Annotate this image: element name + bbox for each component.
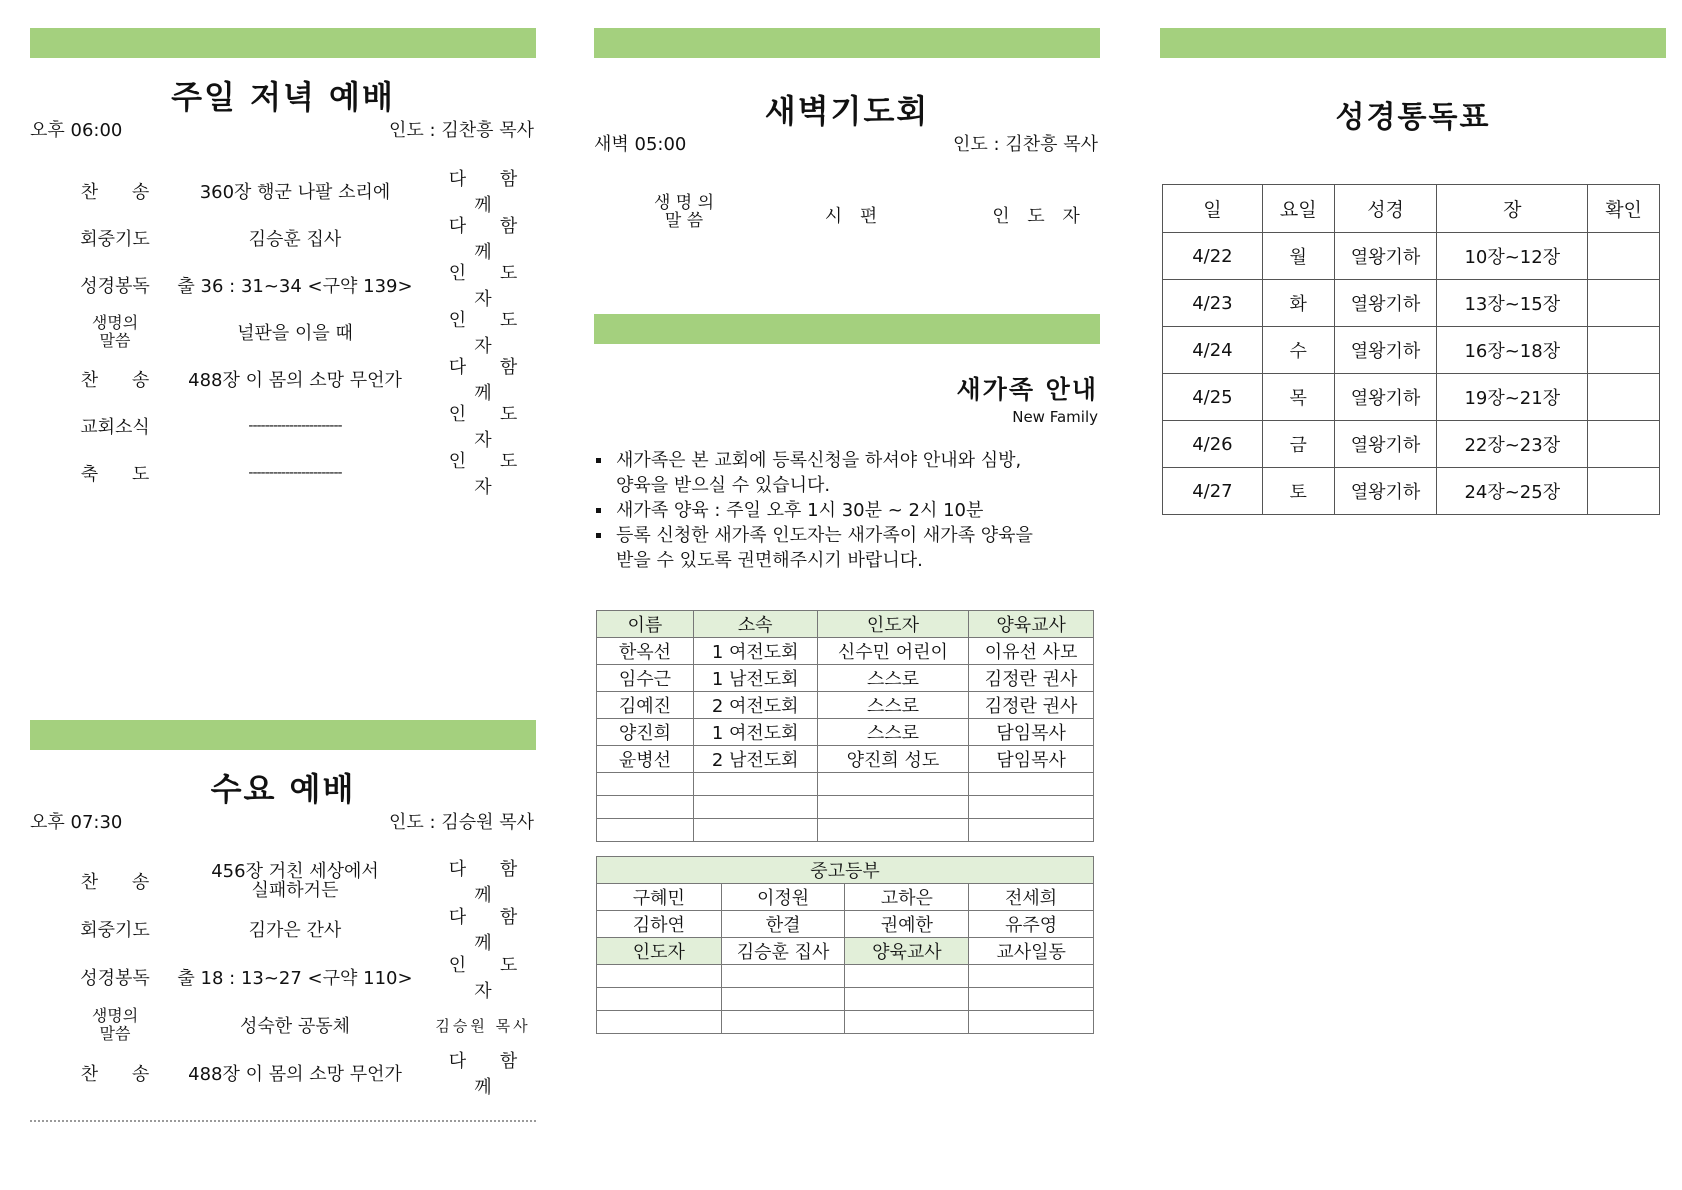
bible-reading-title: 성경통독표 xyxy=(1335,100,1491,135)
youth-header: 중고등부 xyxy=(597,857,1094,884)
header-cell: 이름 xyxy=(597,611,694,638)
by-label: 다 함 께 xyxy=(448,357,532,404)
new-family-table xyxy=(596,610,1094,842)
program-row xyxy=(30,450,540,496)
check-cell[interactable] xyxy=(1588,468,1660,515)
part-label: 찬 송 xyxy=(80,872,164,893)
dotted-divider xyxy=(30,1120,536,1122)
table-row: 4/24 수 열왕기하 16장~18장 xyxy=(1163,327,1660,374)
new-family-subtitle: New Family xyxy=(1012,408,1098,426)
by-label: 인 도 자 xyxy=(448,404,532,451)
content: 성숙한 공동체 xyxy=(239,1016,351,1037)
youth-table xyxy=(596,856,1094,1034)
part-label: 성경봉독 xyxy=(80,276,150,297)
part-label-line2: 말씀 xyxy=(99,1024,131,1043)
content: 널판을 이을 때 xyxy=(237,323,353,344)
table-row: 인도자 김승훈 집사 양육교사 교사일동 xyxy=(597,938,1094,965)
header-cell: 일 xyxy=(1163,185,1263,233)
table-row xyxy=(597,773,1094,796)
content: 시 편 xyxy=(824,206,884,227)
table-row: 김예진 2 여전도회 스스로 김정란 권사 xyxy=(597,692,1094,719)
table-row xyxy=(597,819,1094,842)
table-header-row xyxy=(1163,185,1660,233)
section-bar xyxy=(1160,28,1666,58)
table-row xyxy=(597,988,1094,1011)
check-cell[interactable] xyxy=(1588,280,1660,327)
header-cell: 장 xyxy=(1437,185,1588,233)
table-row: 4/22 월 열왕기하 10장~12장 xyxy=(1163,233,1660,280)
service-leader: 인도 : 김찬흥 목사 xyxy=(953,134,1098,155)
part-label-line1: 생명의 xyxy=(91,1006,139,1025)
part-label: 교회소식 xyxy=(80,417,150,438)
content: 김가은 간사 xyxy=(248,920,342,941)
by-label: 다 함 께 xyxy=(448,907,532,954)
table-row: 임수근 1 남전도회 스스로 김정란 권사 xyxy=(597,665,1094,692)
content: 출 18 : 13~27 <구약 110> xyxy=(177,968,413,989)
content: 488장 이 몸의 소망 무언가 xyxy=(188,1064,402,1085)
section-bar xyxy=(30,28,536,58)
table-row xyxy=(597,965,1094,988)
service-time: 오후 07:30 xyxy=(30,812,123,833)
table-row: 4/27 토 열왕기하 24장~25장 xyxy=(1163,468,1660,515)
notice-item: 등록 신청한 새가족 인도자는 새가족이 새가족 양육을 받을 수 있도록 권면해주시기 바랍니다. xyxy=(594,523,1100,573)
bible-reading-table xyxy=(1162,184,1660,515)
wednesday-title: 수요 예배 xyxy=(210,770,356,808)
part-label: 회중기도 xyxy=(80,229,150,250)
by-label: 인 도 자 xyxy=(448,263,532,310)
check-cell[interactable] xyxy=(1588,233,1660,280)
new-family-notices xyxy=(594,448,1100,573)
program-row xyxy=(30,215,540,261)
by-label: 다 함 께 xyxy=(448,1051,532,1098)
program-row xyxy=(30,1050,540,1096)
content-line1: 456장 거친 세상에서 xyxy=(211,861,379,882)
new-family-section xyxy=(594,314,1100,1034)
part-label: 축 도 xyxy=(80,464,164,485)
table-row: 김하연 한결 권예한 유주영 xyxy=(597,911,1094,938)
header-cell: 요일 xyxy=(1262,185,1334,233)
program-row xyxy=(30,906,540,952)
check-cell[interactable] xyxy=(1588,374,1660,421)
content: ----------------------- xyxy=(248,418,342,434)
program-row xyxy=(30,403,540,449)
by-label: 다 함 께 xyxy=(448,859,532,906)
table-row: 4/23 화 열왕기하 13장~15장 xyxy=(1163,280,1660,327)
content-line2: 실패하거든 xyxy=(251,880,339,901)
part-label: 찬 송 xyxy=(80,182,164,203)
table-row: 4/26 금 열왕기하 22장~23장 xyxy=(1163,421,1660,468)
table-row: 양진희 1 여전도회 스스로 담임목사 xyxy=(597,719,1094,746)
table-row: 한옥선 1 여전도회 신수민 어린이 이유선 사모 xyxy=(597,638,1094,665)
bible-reading-section xyxy=(1160,28,1666,528)
sunday-evening-section xyxy=(30,28,536,508)
check-cell[interactable] xyxy=(1588,327,1660,374)
check-cell[interactable] xyxy=(1588,421,1660,468)
part-label: 성경봉독 xyxy=(80,968,150,989)
by-label: 인 도 자 xyxy=(448,451,532,498)
part-label-line1: 생명의 xyxy=(91,313,139,332)
by-label: 인 도 자 xyxy=(448,955,532,1002)
by-label: 다 함 께 xyxy=(448,169,532,216)
by-label: 김승원 목사 xyxy=(435,1016,531,1035)
program-row xyxy=(30,168,540,214)
part-label: 찬 송 xyxy=(80,370,164,391)
section-bar xyxy=(594,28,1100,58)
dawn-prayer-title: 새벽기도회 xyxy=(764,92,930,130)
part-label-line2: 말 씀 xyxy=(664,211,704,231)
part-label: 찬 송 xyxy=(80,1064,164,1085)
program-row xyxy=(30,954,540,1000)
part-label: 회중기도 xyxy=(80,920,150,941)
header-cell: 인도자 xyxy=(817,611,969,638)
table-header-row xyxy=(597,611,1094,638)
program-row xyxy=(30,262,540,308)
table-row: 구혜민 이정원 고하은 전세희 xyxy=(597,884,1094,911)
sunday-evening-title: 주일 저녁 예배 xyxy=(171,78,395,116)
content: 360장 행군 나팔 소리에 xyxy=(199,182,391,203)
notice-item: 새가족 양육 : 주일 오후 1시 30분 ~ 2시 10분 xyxy=(594,498,1100,523)
by-label: 인 도 자 xyxy=(992,206,1086,227)
table-header-row xyxy=(597,857,1094,884)
new-family-title: 새가족 안내 xyxy=(956,375,1098,404)
by-label: 인 도 자 xyxy=(448,310,532,357)
service-leader: 인도 : 김승원 목사 xyxy=(389,812,534,833)
part-label-line1: 생 명 의 xyxy=(653,193,715,213)
header-cell: 양육교사 xyxy=(969,611,1094,638)
by-label: 다 함 께 xyxy=(448,216,532,263)
notice-item: 새가족은 본 교회에 등록신청을 하셔야 안내와 심방, 양육을 받으실 수 있습니다. xyxy=(594,448,1100,498)
program-row xyxy=(30,858,540,904)
header-cell: 성경 xyxy=(1334,185,1437,233)
header-cell: 소속 xyxy=(693,611,817,638)
table-row: 4/25 목 열왕기하 19장~21장 xyxy=(1163,374,1660,421)
table-row xyxy=(597,796,1094,819)
part-label-line2: 말씀 xyxy=(99,331,131,350)
dawn-prayer-section xyxy=(594,28,1100,258)
section-bar xyxy=(594,314,1100,344)
program-row xyxy=(30,1002,540,1048)
content: ----------------------- xyxy=(248,465,342,481)
program-row xyxy=(30,356,540,402)
table-row: 윤병선 2 남전도회 양진희 성도 담임목사 xyxy=(597,746,1094,773)
service-leader: 인도 : 김찬흥 목사 xyxy=(389,120,534,141)
content: 출 36 : 31~34 <구약 139> xyxy=(177,276,413,297)
service-time: 오후 06:00 xyxy=(30,120,123,141)
content: 김승훈 집사 xyxy=(248,229,342,250)
table-row xyxy=(597,1011,1094,1034)
wednesday-section xyxy=(30,720,536,1130)
program-row xyxy=(30,309,540,355)
section-bar xyxy=(30,720,536,750)
header-cell: 확인 xyxy=(1588,185,1660,233)
content: 488장 이 몸의 소망 무언가 xyxy=(188,370,402,391)
service-time: 새벽 05:00 xyxy=(594,134,687,155)
